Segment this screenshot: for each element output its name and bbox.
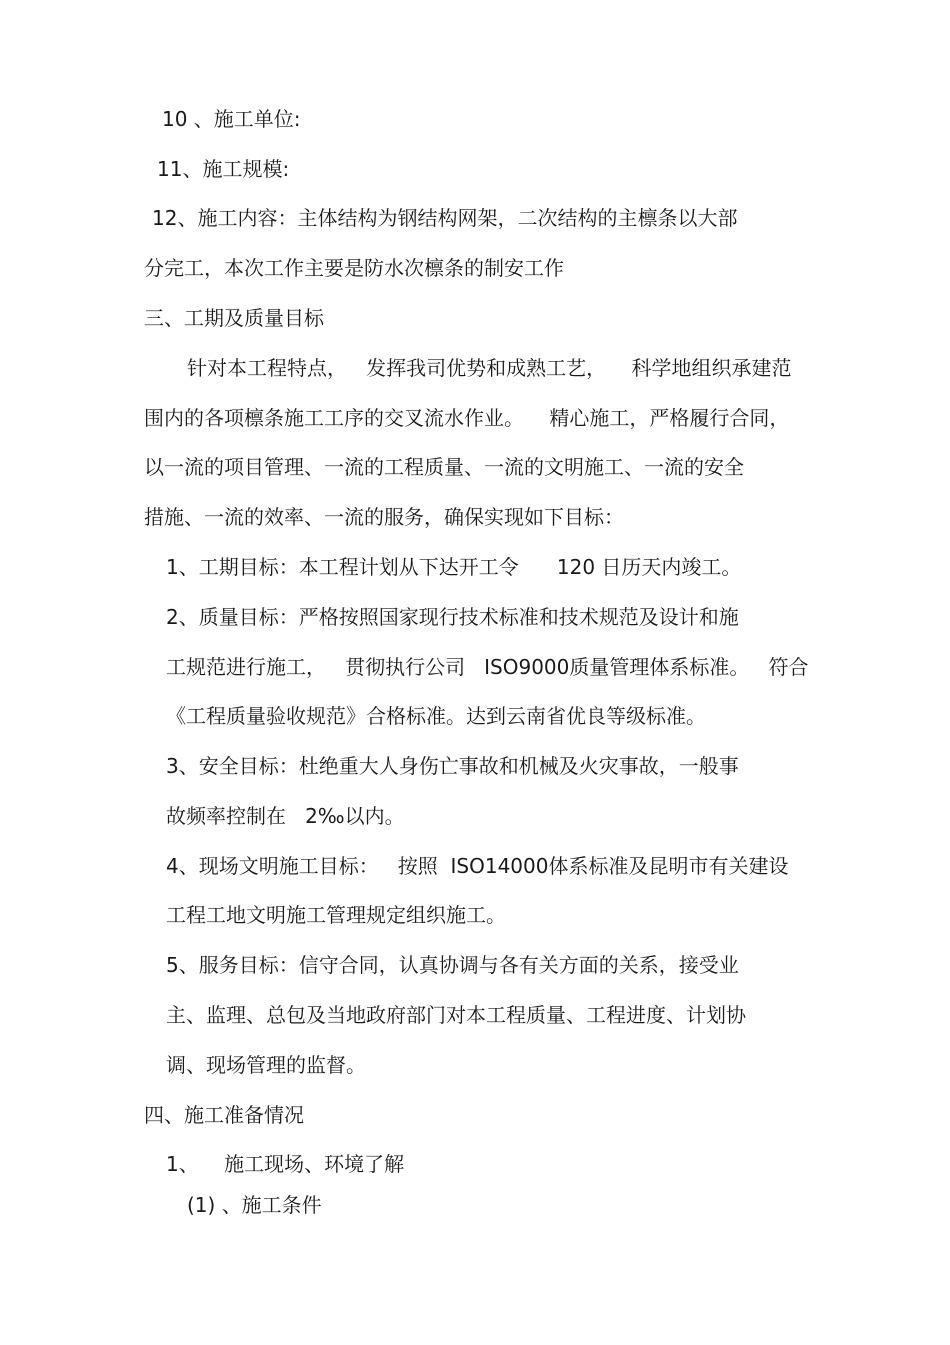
goal-5-service-cont: 调、现场管理的监督。 <box>166 1053 366 1077</box>
goal-4-civilized-construction: 4、现场文明施工目标： 按照 ISO14000体系标准及昆明市有关建设 <box>166 854 789 878</box>
paragraph-line: 针对本工程特点， 发挥我司优势和成熟工艺， 科学地组织承建范 <box>187 356 792 380</box>
goal-2-quality-cont: 《工程质量验收规范》合格标准。达到云南省优良等级标准。 <box>166 704 706 728</box>
goal-5-service: 5、服务目标：信守合同，认真协调与各有关方面的关系，接受业 <box>166 953 739 977</box>
goal-5-service-cont: 主、监理、总包及当地政府部门对本工程质量、工程进度、计划协 <box>166 1003 746 1027</box>
goal-2-quality-cont: 工规范进行施工， 贯彻执行公司 ISO9000质量管理体系标准。 符合 <box>166 655 809 679</box>
paragraph-line: 围内的各项檩条施工工序的交叉流水作业。 精心施工，严格履行合同， <box>144 406 790 430</box>
item-10-construction-unit: 10 、施工单位: <box>162 107 301 131</box>
section-4-heading: 四、施工准备情况 <box>144 1103 304 1127</box>
section-3-heading: 三、工期及质量目标 <box>144 306 324 330</box>
paragraph-line: 以一流的项目管理、一流的工程质量、一流的文明施工、一流的安全 <box>144 455 744 479</box>
goal-3-safety-cont: 故频率控制在 2‰以内。 <box>166 804 405 828</box>
goal-4-civilized-construction-cont: 工程工地文明施工管理规定组织施工。 <box>166 903 506 927</box>
subsection-1-site-environment: 1、 施工现场、环境了解 <box>166 1152 405 1176</box>
item-11-construction-scale: 11、施工规模: <box>157 157 290 181</box>
subsection-1-1-construction-conditions: (1) 、施工条件 <box>187 1193 322 1217</box>
paragraph-line: 措施、一流的效率、一流的服务，确保实现如下目标： <box>144 505 624 529</box>
goal-3-safety: 3、安全目标：杜绝重大人身伤亡事故和机械及火灾事故，一般事 <box>166 754 739 778</box>
item-12-construction-content-cont: 分完工，本次工作主要是防水次檩条的制安工作 <box>144 256 564 280</box>
goal-2-quality: 2、质量目标：严格按照国家现行技术标准和技术规范及设计和施 <box>166 605 739 629</box>
item-12-construction-content: 12、施工内容：主体结构为钢结构网架，二次结构的主檩条以大部 <box>152 206 738 230</box>
goal-1-schedule: 1、工期目标：本工程计划从下达开工令 120 日历天内竣工。 <box>166 555 742 579</box>
